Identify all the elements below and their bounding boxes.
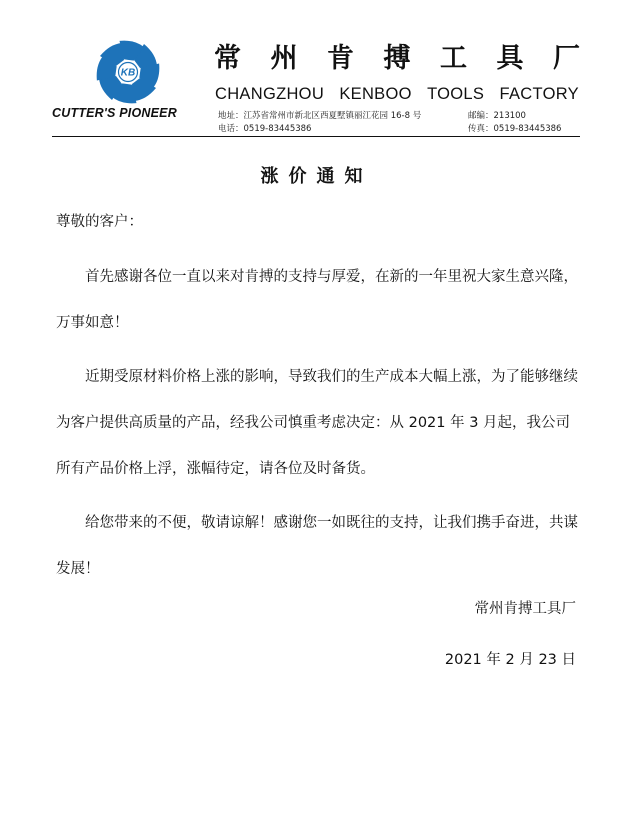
kenboo-logo-icon: [96, 40, 160, 104]
company-name-cn-char: 搏: [383, 43, 411, 74]
company-name-en: [215, 84, 579, 104]
header-divider: [52, 136, 580, 137]
company-logo: [52, 40, 210, 130]
company-name-en-word: TOOLS: [427, 85, 485, 103]
phone-text: 电话：0519-83445386: [218, 124, 312, 134]
postcode-text: 邮编：213100: [468, 111, 526, 121]
company-name-cn: [214, 42, 580, 76]
logo-initials: KB: [120, 67, 136, 79]
company-name-en-word: FACTORY: [499, 85, 579, 103]
contact-left: [218, 110, 421, 136]
salutation: 尊敬的客户：: [56, 214, 143, 230]
notice-title: 涨价通知: [260, 166, 373, 187]
company-name-en-word: CHANGZHOU: [215, 85, 325, 103]
paragraph-price-increase: 近期受原材料价格上涨的影响，导致我们的生产成本大幅上涨，为了能够继续为客户提供高质量的产品，经我公司慎重考虑决定：从 2021 年 3 月起，我公司所有产品价格上浮，涨幅待定，请各位及时备货。: [56, 369, 578, 477]
signature: 常州肯搏工具厂: [474, 601, 576, 617]
company-name-cn-char: 肯: [327, 43, 354, 74]
paragraph-closing: 给您带来的不便，敬请谅解！感谢您一如既往的支持，让我们携手奋进，共谋发展！: [56, 515, 578, 577]
company-name-cn-char: 具: [496, 43, 524, 74]
fax-text: 传真：0519-83445386: [468, 124, 562, 134]
paragraph-greeting: 首先感谢各位一直以来对肯搏的支持与厚爱，在新的一年里祝大家生意兴隆，万事如意！: [56, 269, 578, 331]
company-name-cn-char: 州: [270, 43, 298, 74]
notice-date: 2021 年 2 月 23 日: [444, 652, 576, 668]
contact-right: [468, 110, 561, 136]
address-text: 地址：江苏省常州市新北区西夏墅镇丽江花园 16-8 号: [218, 111, 422, 121]
company-name-cn-char: 常: [214, 43, 241, 74]
company-name-cn-char: 厂: [553, 43, 580, 74]
logo-slogan: CUTTER'S PIONEER: [52, 106, 177, 120]
company-name-en-word: KENBOO: [339, 85, 412, 103]
company-name-cn-char: 工: [440, 43, 467, 74]
